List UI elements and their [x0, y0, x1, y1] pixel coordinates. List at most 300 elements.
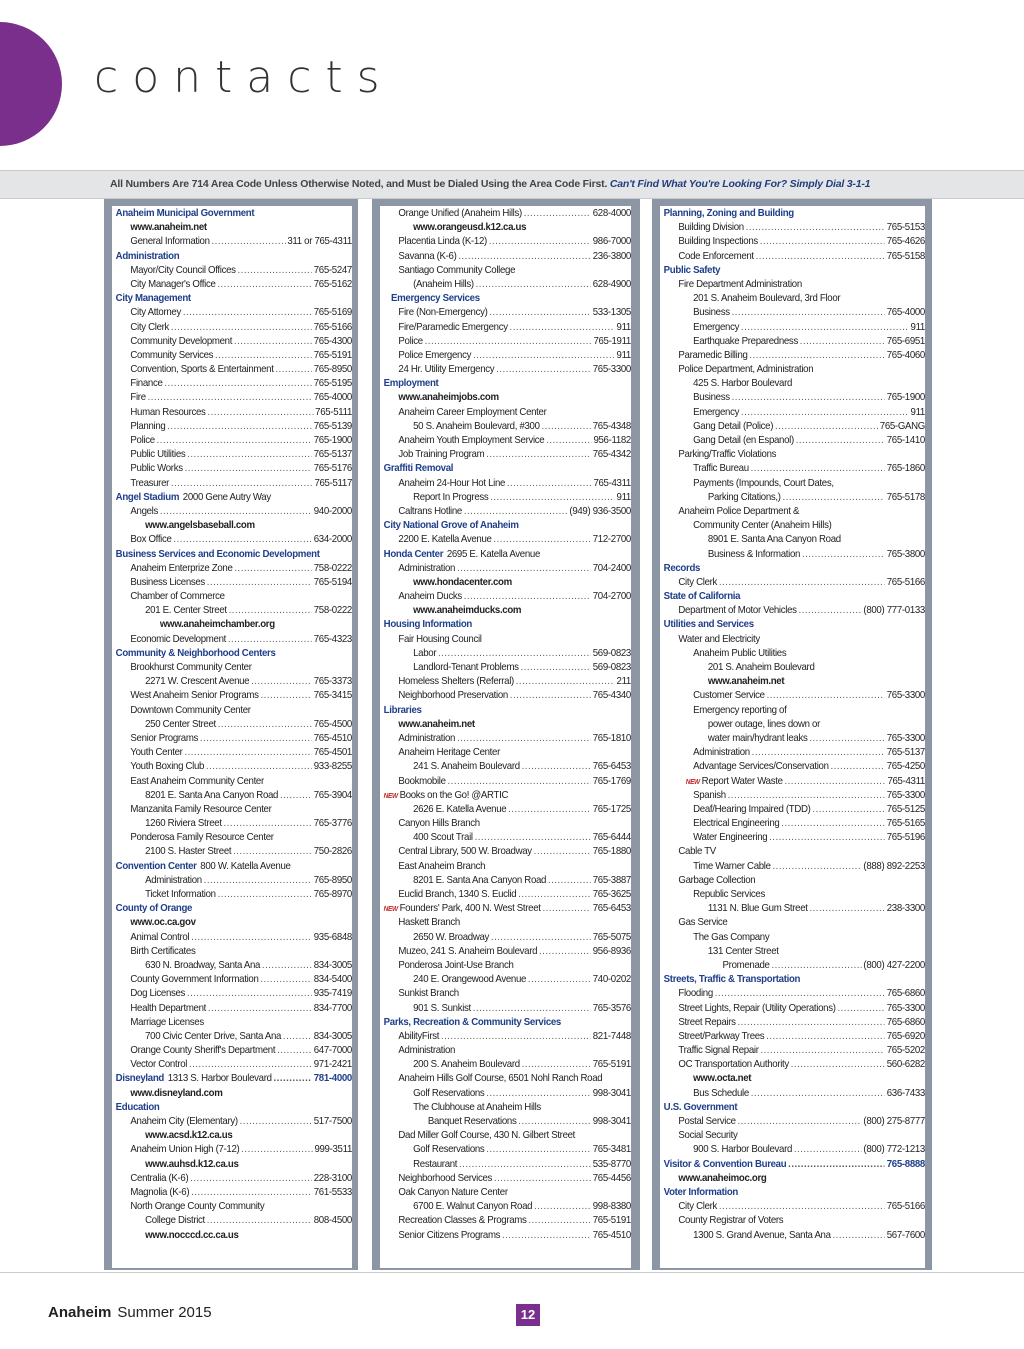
entry-label: 131 Center Street	[707, 944, 779, 957]
leader-dots	[522, 1057, 591, 1071]
leader-dots	[518, 887, 591, 901]
entry-label: Anaheim Police Department &	[678, 504, 800, 517]
leader-dots	[425, 334, 592, 348]
phone-number: 765-8950	[313, 363, 352, 376]
website-link[interactable]	[380, 220, 631, 234]
website-link[interactable]	[112, 518, 352, 532]
leader-dots	[802, 547, 885, 561]
website-link[interactable]	[660, 1171, 925, 1185]
website-link[interactable]	[380, 717, 631, 731]
entry-label: Paramedic Billing	[678, 348, 748, 361]
entry-label: (Anaheim Hills)	[413, 277, 474, 290]
phone-number: 765-5178	[886, 490, 925, 503]
phone-number: 971-2421	[313, 1058, 352, 1071]
directory-entry	[112, 603, 352, 617]
entry-label: Books on the Go! @ARTIC	[399, 788, 509, 801]
leader-dots	[207, 1213, 312, 1227]
phone-number: 765-5162	[313, 277, 352, 290]
purple-circle-decoration	[0, 22, 62, 146]
phone-number: 765-5176	[313, 462, 352, 475]
phone-number: 765-4510	[313, 731, 352, 744]
phone-number: 765-4000	[886, 306, 925, 319]
entry-label: Treasurer	[130, 476, 170, 489]
entry-label: Senior Citizens Programs	[398, 1228, 501, 1241]
entry-label: North Orange County Community	[130, 1200, 265, 1213]
entry-label: College District	[145, 1214, 205, 1227]
entry-label: Muzeo, 241 S. Anaheim Boulevard	[398, 944, 538, 957]
phone-number: 781-4000	[313, 1072, 352, 1085]
directory-entry	[112, 816, 352, 830]
directory-entry	[660, 249, 925, 263]
entry-label: Magnolia (K-6)	[130, 1185, 190, 1198]
directory-entry	[660, 1086, 925, 1100]
directory-entry	[380, 1100, 631, 1114]
directory-entry	[660, 547, 925, 561]
leader-dots	[218, 717, 312, 731]
leader-dots	[228, 632, 312, 646]
leader-dots	[516, 674, 615, 688]
section-heading	[112, 249, 352, 263]
leader-dots	[766, 1029, 885, 1043]
phone-number: 765-5166	[886, 575, 925, 588]
leader-dots	[534, 1199, 591, 1213]
entry-label: Emergency reporting of	[693, 703, 787, 716]
leader-dots	[224, 816, 312, 830]
entry-label: water main/hydrant leaks	[707, 731, 808, 744]
leader-dots	[164, 376, 312, 390]
entry-label: Finance	[130, 377, 163, 390]
directory-entry	[112, 1142, 352, 1156]
directory-entry	[380, 447, 631, 461]
entry-label: Postal Service	[678, 1115, 736, 1127]
directory-entry	[660, 390, 925, 404]
phone-number: 765-4323	[313, 632, 352, 645]
phone-number: 238-3300	[886, 902, 925, 915]
entry-label: Education	[115, 1100, 160, 1113]
directory-entry	[660, 348, 925, 362]
entry-label: 630 N. Broadway, Santa Ana	[145, 958, 261, 971]
entry-label: 425 S. Harbor Boulevard	[693, 377, 793, 390]
directory-entry	[660, 944, 925, 958]
phone-number: 765-5137	[313, 448, 352, 461]
leader-dots	[741, 320, 909, 334]
phone-number: (888) 892-2253	[863, 859, 925, 872]
entry-label: Box Office	[130, 533, 172, 546]
entry-label: Street Repairs	[678, 1015, 736, 1028]
directory-entry	[112, 731, 352, 745]
entry-label: AbilityFirst	[398, 1029, 440, 1042]
leader-dots	[518, 1114, 591, 1128]
website-link[interactable]	[112, 1128, 352, 1142]
leader-dots	[486, 1142, 591, 1156]
section-heading	[660, 206, 925, 220]
footer-rule	[0, 1272, 1024, 1273]
phone-number: 765-5125	[886, 802, 925, 815]
directory-entry	[660, 703, 925, 717]
entry-label: Anaheim Career Employment Center	[398, 405, 547, 418]
publication-name: Anaheim	[48, 1304, 112, 1321]
leader-dots	[185, 461, 312, 475]
entry-label: 201 S. Anaheim Boulevard, 3rd Floor	[693, 292, 841, 305]
phone-number: 758-0222	[313, 561, 352, 574]
directory-entry	[380, 688, 631, 702]
directory-entry	[660, 774, 925, 788]
entry-label: Republic Services	[693, 888, 765, 900]
leader-dots	[760, 1043, 884, 1057]
directory-entry	[380, 788, 631, 802]
leader-dots	[494, 1171, 591, 1185]
entry-label: www.orangeusd.k12.ca.us	[413, 221, 527, 234]
directory-entry	[380, 731, 631, 745]
entry-label: Bookmobile	[398, 774, 446, 787]
leader-dots	[204, 873, 312, 887]
directory-entry	[380, 816, 631, 830]
entry-label: Time Warner Cable	[693, 859, 771, 872]
phone-number: 765-5202	[886, 1044, 925, 1057]
entry-label: Anaheim Youth Employment Service	[398, 434, 545, 446]
directory-entry	[380, 561, 631, 575]
directory-entry	[660, 632, 925, 646]
entry-label: Records	[663, 561, 701, 574]
directory-entry	[112, 674, 352, 688]
entry-label: Oak Canyon Nature Center	[398, 1185, 508, 1198]
entry-label: East Anaheim Branch	[398, 859, 486, 872]
leader-dots	[184, 745, 311, 759]
leader-dots	[751, 461, 885, 475]
entry-label: Neighborhood Services	[398, 1171, 493, 1184]
directory-entry	[112, 277, 352, 291]
leader-dots	[260, 688, 311, 702]
entry-label: www.hondacenter.com	[413, 575, 512, 588]
directory-entry	[380, 901, 631, 915]
phone-number: 535-8770	[592, 1157, 631, 1170]
phone-number: 311 or 765-4311	[287, 235, 352, 248]
directory-entry	[660, 461, 925, 475]
directory-entry	[112, 433, 352, 447]
directory-entry	[660, 320, 925, 334]
phone-number: 765-4456	[592, 1171, 631, 1184]
phone-number: 765-6453	[592, 902, 631, 915]
entry-label: 1131 N. Blue Gum Street	[707, 902, 808, 915]
leader-dots	[191, 930, 312, 944]
directory-entry	[112, 405, 352, 419]
entry-label: Angel Stadium	[115, 490, 180, 503]
entry-label: 2626 E. Katella Avenue	[413, 802, 507, 815]
directory-entry	[660, 234, 925, 248]
entry-label: City Attorney	[130, 306, 181, 319]
leader-dots	[542, 419, 591, 433]
entry-address: 2000 Gene Autry Way	[182, 490, 271, 503]
directory-entry	[112, 944, 352, 958]
directory-entry	[380, 334, 631, 348]
phone-number: 704-2700	[592, 590, 631, 603]
directory-entry	[380, 1157, 631, 1171]
leader-dots	[171, 320, 312, 334]
entry-label: Public Safety	[663, 263, 721, 276]
entry-label: Administration	[398, 561, 456, 574]
directory-entry	[380, 532, 631, 546]
leader-dots	[794, 1142, 862, 1156]
leader-dots	[206, 759, 312, 773]
leader-dots	[546, 433, 591, 447]
leader-dots	[233, 844, 312, 858]
leader-dots	[491, 930, 591, 944]
directory-entry	[112, 632, 352, 646]
entry-label: Senior Programs	[130, 731, 199, 744]
directory-entry	[380, 1171, 631, 1185]
section-heading	[660, 617, 925, 631]
directory-entry	[660, 873, 925, 887]
entry-label: Recreation Classes & Programs	[398, 1214, 527, 1227]
phone-number: 765-3887	[592, 873, 631, 886]
directory-entry	[660, 731, 925, 745]
entry-label: Brookhurst Community Center	[130, 661, 252, 673]
entry-label: Emergency Services	[391, 292, 480, 305]
entry-label: Business	[693, 306, 730, 319]
leader-dots	[809, 731, 885, 745]
phone-number: 998-3041	[592, 1115, 631, 1127]
entry-label: Birth Certificates	[130, 944, 196, 957]
banner-note: All Numbers Are 714 Area Code Unless Otherwise Noted, and Must be Dialed Using the Area Code First.	[110, 178, 608, 190]
leader-dots	[183, 305, 312, 319]
leader-dots	[791, 1057, 885, 1071]
leader-dots	[464, 589, 591, 603]
leader-dots	[260, 972, 312, 986]
phone-number: 765-1880	[592, 845, 631, 858]
leader-dots	[496, 362, 591, 376]
entry-label: Caltrans Hotline	[398, 504, 462, 517]
phone-number: 765-5153	[886, 221, 925, 234]
entry-label: Administration	[115, 249, 180, 262]
leader-dots	[521, 660, 591, 674]
entry-label: Spanish	[693, 788, 726, 801]
directory-entry	[112, 348, 352, 362]
leader-dots	[798, 603, 861, 617]
phone-number: 998-3041	[592, 1086, 631, 1099]
leader-dots	[773, 859, 862, 873]
leader-dots	[458, 249, 591, 263]
directory-column-1	[112, 206, 352, 1268]
leader-dots	[207, 575, 312, 589]
leader-dots	[833, 1228, 885, 1242]
directory-entry	[660, 802, 925, 816]
entry-label: Cable TV	[678, 845, 716, 858]
leader-dots	[238, 263, 312, 277]
website-link[interactable]	[660, 674, 925, 688]
entry-label: Labor	[413, 646, 437, 659]
directory-entry	[660, 745, 925, 759]
entry-label: City Clerk	[678, 575, 718, 588]
website-link[interactable]	[380, 603, 631, 617]
entry-label: Convention Center	[115, 859, 197, 872]
entry-label: Streets, Traffic & Transportation	[663, 973, 801, 986]
entry-label: 2271 W. Crescent Avenue	[145, 675, 250, 688]
directory-entry	[112, 234, 352, 248]
directory-entry	[380, 320, 631, 334]
phone-number: 821-7448	[592, 1029, 631, 1042]
leader-dots	[837, 1001, 884, 1015]
entry-label: Promenade	[722, 958, 770, 971]
section-heading	[112, 206, 352, 220]
directory-entry	[112, 1029, 352, 1043]
entry-label: www.anaheim.net	[130, 221, 207, 234]
entry-label: Deaf/Hearing Impaired (TDD)	[693, 802, 811, 815]
entry-label: Housing Information	[383, 618, 473, 631]
leader-dots	[473, 348, 615, 362]
directory-entry	[112, 745, 352, 759]
leader-dots	[167, 419, 312, 433]
phone-number: 765-GANG	[879, 419, 925, 432]
directory-entry	[660, 660, 925, 674]
entry-label: Social Security	[678, 1129, 738, 1142]
entry-label: 8201 E. Santa Ana Canyon Road	[413, 873, 547, 886]
directory-entry	[380, 986, 631, 1000]
directory-entry	[660, 419, 925, 433]
entry-label: County of Orange	[115, 902, 193, 915]
entry-label: County Registrar of Voters	[678, 1214, 784, 1227]
phone-number: 765-4000	[313, 391, 352, 404]
entry-label: Golf Reservations	[413, 1143, 485, 1156]
entry-label: 250 Center Street	[145, 717, 216, 730]
entry-label: Business	[693, 391, 730, 404]
phone-number: 765-1900	[886, 391, 925, 404]
directory-entry	[112, 930, 352, 944]
website-link[interactable]	[380, 390, 631, 404]
phone-number: 569-0823	[592, 661, 631, 673]
phone-number: 765-4300	[313, 334, 352, 347]
directory-entry	[660, 334, 925, 348]
entry-label: City National Grove of Anaheim	[383, 519, 519, 532]
entry-label: Centralia (K-6)	[130, 1171, 189, 1184]
leader-dots	[212, 234, 286, 248]
directory-entry	[660, 986, 925, 1000]
entry-label: Fire Department Administration	[678, 277, 802, 290]
directory-entry	[660, 859, 925, 873]
phone-number: 765-8888	[886, 1157, 925, 1170]
directory-entry	[660, 504, 925, 518]
leader-dots	[241, 1142, 312, 1156]
website-link[interactable]	[112, 915, 352, 929]
website-link[interactable]	[112, 1086, 352, 1100]
website-link[interactable]	[660, 1071, 925, 1085]
entry-label: Water and Electricity	[678, 632, 760, 645]
phone-number: 765-1769	[592, 774, 631, 787]
directory-entry	[660, 1015, 925, 1029]
directory-entry	[380, 660, 631, 674]
directory-entry	[112, 447, 352, 461]
leader-dots	[190, 1171, 312, 1185]
entry-label: Anaheim Heritage Center	[398, 746, 501, 759]
phone-number: 765-1911	[593, 334, 631, 347]
entry-label: Street/Parkway Trees	[678, 1029, 765, 1042]
phone-number: 761-5533	[313, 1185, 352, 1198]
phone-number: (800) 427-2200	[863, 958, 925, 971]
entry-label: Ponderosa Family Resource Center	[130, 831, 274, 844]
entry-label: Administration	[398, 1044, 456, 1057]
entry-label: City Management	[115, 292, 191, 305]
directory-entry	[660, 844, 925, 858]
info-banner	[0, 170, 1024, 199]
directory-entry	[380, 1001, 631, 1015]
leader-dots	[741, 405, 909, 419]
leader-dots	[769, 830, 885, 844]
leader-dots	[459, 1157, 591, 1171]
entry-label: 201 E. Center Street	[145, 604, 227, 617]
footer-publication	[48, 1304, 212, 1321]
entry-label: Anaheim 24-Hour Hot Line	[398, 476, 506, 489]
directory-entry	[660, 447, 925, 461]
leader-dots	[148, 390, 312, 404]
directory-entry	[660, 930, 925, 944]
entry-label: www.anaheimjobs.com	[398, 391, 499, 404]
directory-entry	[660, 490, 925, 504]
leader-dots	[528, 1213, 591, 1227]
directory-entry	[380, 873, 631, 887]
leader-dots	[486, 447, 591, 461]
website-link[interactable]	[112, 1157, 352, 1171]
website-link[interactable]	[112, 1228, 352, 1242]
directory-entry	[112, 844, 352, 858]
directory-entry	[112, 1171, 352, 1185]
leader-dots	[157, 433, 312, 447]
leader-dots	[732, 305, 885, 319]
phone-number: 765-6951	[886, 334, 925, 347]
website-link[interactable]	[380, 575, 631, 589]
directory-entry	[660, 476, 925, 490]
directory-entry	[112, 830, 352, 844]
phone-number: 834-5400	[313, 973, 352, 986]
phone-number: 834-3005	[313, 1029, 352, 1042]
phone-number: 765-5165	[886, 817, 925, 830]
section-heading	[112, 646, 352, 660]
directory-entry	[112, 1199, 352, 1213]
section-heading	[380, 461, 631, 475]
entry-label: 50 S. Anaheim Boulevard, #300	[413, 419, 540, 432]
directory-entry	[660, 901, 925, 915]
section-heading	[660, 561, 925, 575]
entry-label: 1300 S. Grand Avenue, Santa Ana	[693, 1228, 831, 1241]
leader-dots	[831, 759, 885, 773]
entry-label: Building Division	[678, 221, 744, 234]
website-link[interactable]	[112, 617, 352, 631]
directory-entry	[112, 362, 352, 376]
directory-entry	[380, 802, 631, 816]
directory-entry	[660, 1029, 925, 1043]
entry-label: Golf Reservations	[413, 1086, 485, 1099]
directory-entry	[380, 1057, 631, 1071]
entry-label: Administration	[398, 731, 456, 744]
directory-entry	[660, 1228, 925, 1242]
phone-number: 999-3511	[314, 1143, 352, 1156]
directory-entry	[380, 362, 631, 376]
section-heading	[112, 1100, 352, 1114]
directory-entry	[112, 1057, 352, 1071]
directory-entry	[660, 1114, 925, 1128]
directory-entry	[112, 873, 352, 887]
website-link[interactable]	[112, 220, 352, 234]
entry-label: Report In Progress	[413, 490, 489, 503]
entry-label: Anaheim Public Utilities	[693, 646, 787, 659]
entry-label: Youth Center	[130, 746, 183, 759]
phone-number: 765-4311	[593, 476, 631, 489]
entry-label: www.acsd.k12.ca.us	[145, 1129, 233, 1142]
leader-dots	[507, 476, 592, 490]
entry-label: Garbage Collection	[678, 873, 756, 886]
phone-number: 765-3800	[886, 547, 925, 560]
section-heading	[112, 859, 352, 873]
leader-dots	[737, 1015, 884, 1029]
phone-number: 533-1305	[592, 306, 631, 319]
